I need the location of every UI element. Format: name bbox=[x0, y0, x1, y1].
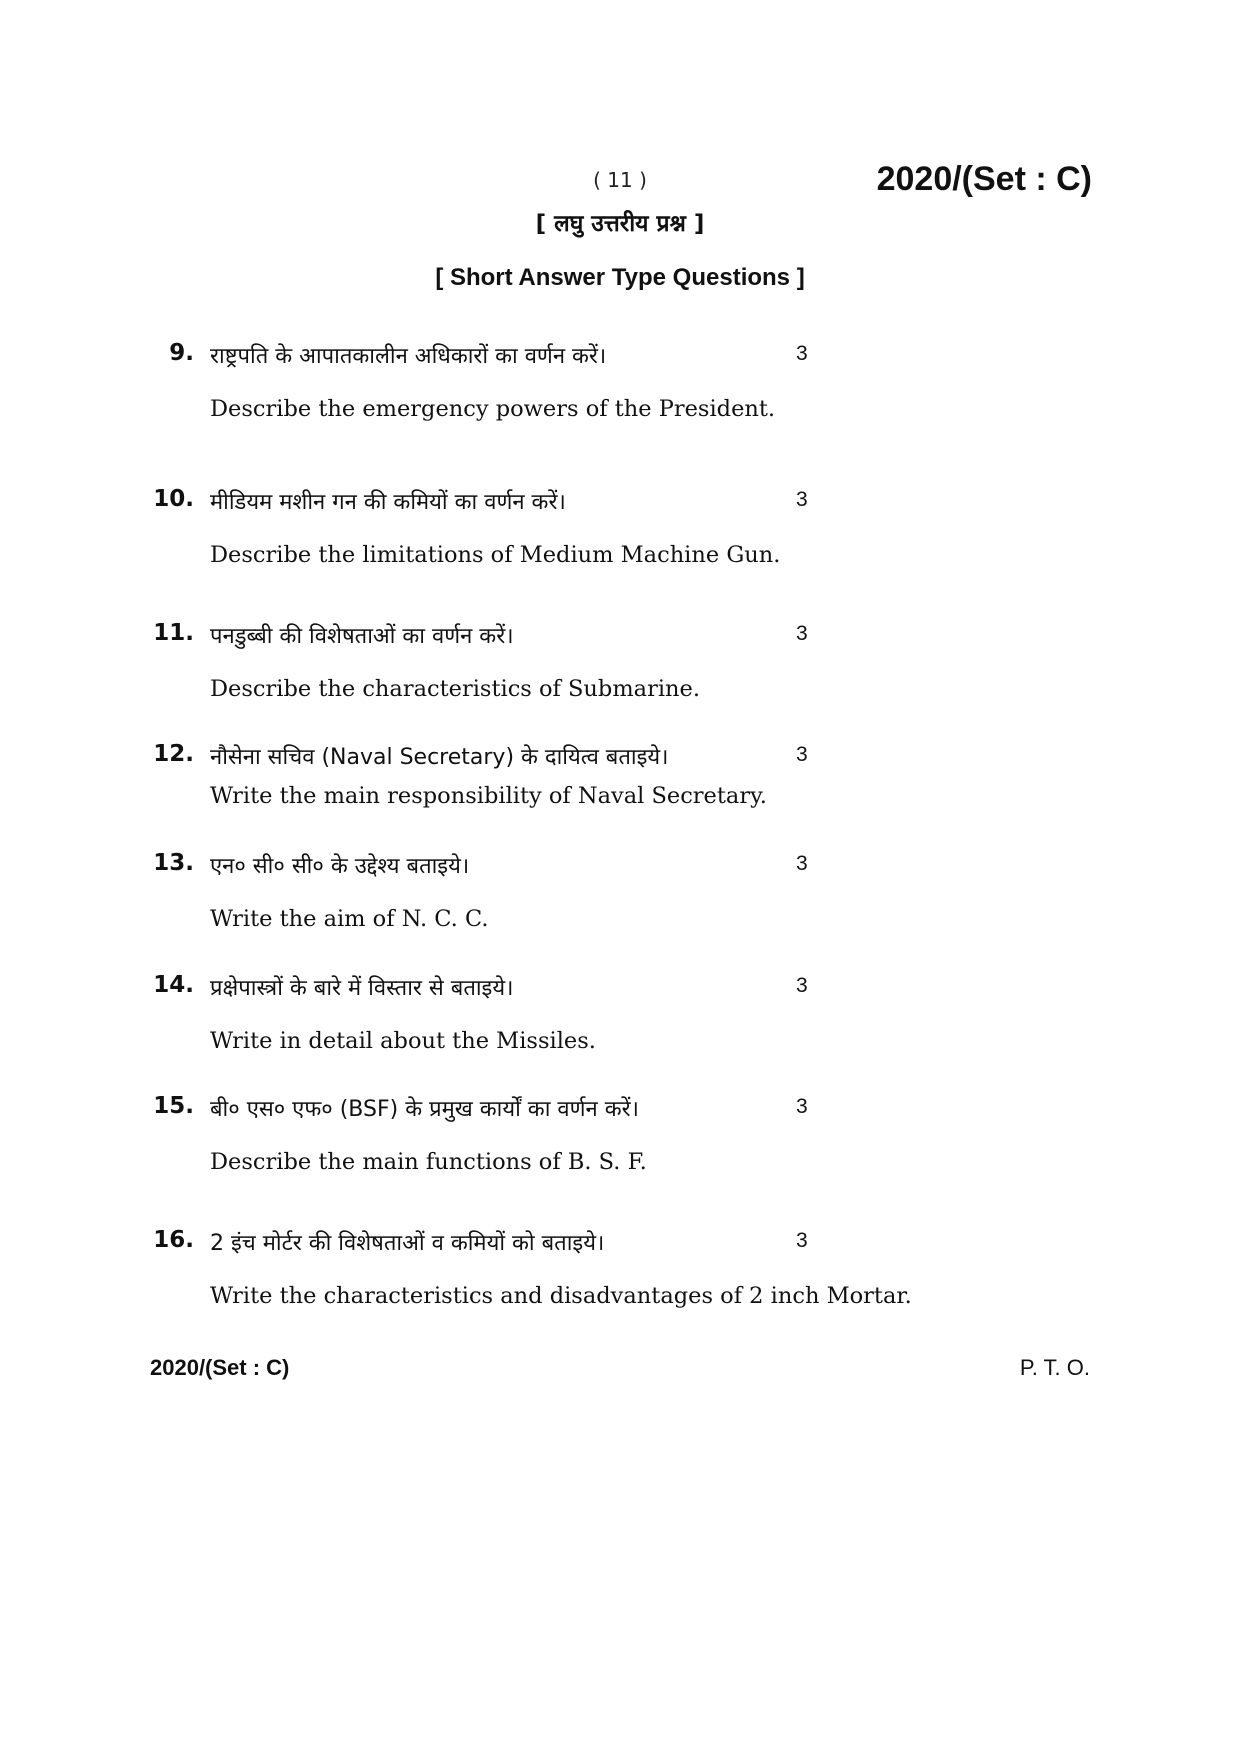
question-10 bbox=[148, 482, 968, 568]
question-text-hindi: पनडुब्बी की विशेषताओं का वर्णन करें। bbox=[210, 624, 514, 649]
question-text-english: Write the aim of N. C. C. bbox=[210, 906, 489, 932]
question-marks: 3 bbox=[796, 974, 808, 997]
question-11 bbox=[148, 616, 968, 702]
question-text-english: Describe the limitations of Medium Machine Gun. bbox=[210, 542, 781, 568]
question-15 bbox=[148, 1089, 968, 1175]
section-title-english: [ Short Answer Type Questions ] bbox=[435, 264, 805, 291]
question-text-english: Describe the emergency powers of the President. bbox=[210, 396, 776, 422]
question-9 bbox=[148, 336, 968, 422]
question-number: 13. bbox=[153, 850, 194, 876]
question-text-hindi: बी० एस० एफ० (BSF) के प्रमुख कार्यों का वर्णन करें। bbox=[210, 1097, 639, 1122]
question-text-english: Write the main responsibility of Naval Secretary. bbox=[210, 783, 767, 809]
page-number: ( 11 ) bbox=[593, 168, 647, 192]
question-marks: 3 bbox=[796, 488, 808, 511]
section-title-hindi: [ लघु उत्तरीय प्रश्न ] bbox=[535, 211, 705, 237]
question-text-hindi: 2 इंच मोर्टर की विशेषताओं व कमियों को बताइये। bbox=[210, 1231, 605, 1256]
footer-pto: P. T. O. bbox=[1019, 1355, 1090, 1380]
question-text-hindi: प्रक्षेपास्त्रों के बारे में विस्तार से बताइये। bbox=[210, 976, 514, 1001]
question-text-english: Describe the main functions of B. S. F. bbox=[210, 1149, 647, 1175]
question-marks: 3 bbox=[796, 1229, 808, 1252]
question-number: 9. bbox=[169, 340, 194, 366]
question-text-english: Write the characteristics and disadvantages of 2 inch Mortar. bbox=[210, 1283, 912, 1309]
question-marks: 3 bbox=[796, 622, 808, 645]
question-text-english: Write in detail about the Missiles. bbox=[210, 1028, 596, 1054]
question-marks: 3 bbox=[796, 852, 808, 875]
question-marks: 3 bbox=[796, 743, 808, 766]
question-text-hindi: नौसेना सचिव (Naval Secretary) के दायित्व बताइये। bbox=[210, 745, 669, 770]
question-13 bbox=[148, 846, 968, 932]
question-number: 14. bbox=[153, 972, 194, 998]
set-code-header: 2020/(Set : C) bbox=[876, 160, 1092, 198]
question-number: 16. bbox=[153, 1227, 194, 1253]
question-text-hindi: मीडियम मशीन गन की कमियों का वर्णन करें। bbox=[210, 490, 566, 515]
question-number: 12. bbox=[153, 741, 194, 767]
question-12 bbox=[148, 737, 968, 809]
question-number: 10. bbox=[153, 486, 194, 512]
question-number: 11. bbox=[153, 620, 194, 646]
question-text-hindi: राष्ट्रपति के आपातकालीन अधिकारों का वर्णन करें। bbox=[210, 344, 607, 369]
question-text-hindi: एन० सी० सी० के उद्देश्य बताइये। bbox=[210, 854, 470, 879]
question-number: 15. bbox=[153, 1093, 194, 1119]
question-14 bbox=[148, 968, 968, 1054]
question-marks: 3 bbox=[796, 342, 808, 365]
question-16 bbox=[148, 1223, 968, 1309]
question-marks: 3 bbox=[796, 1095, 808, 1118]
footer-set-code: 2020/(Set : C) bbox=[150, 1355, 290, 1380]
question-text-english: Describe the characteristics of Submarine. bbox=[210, 676, 700, 702]
